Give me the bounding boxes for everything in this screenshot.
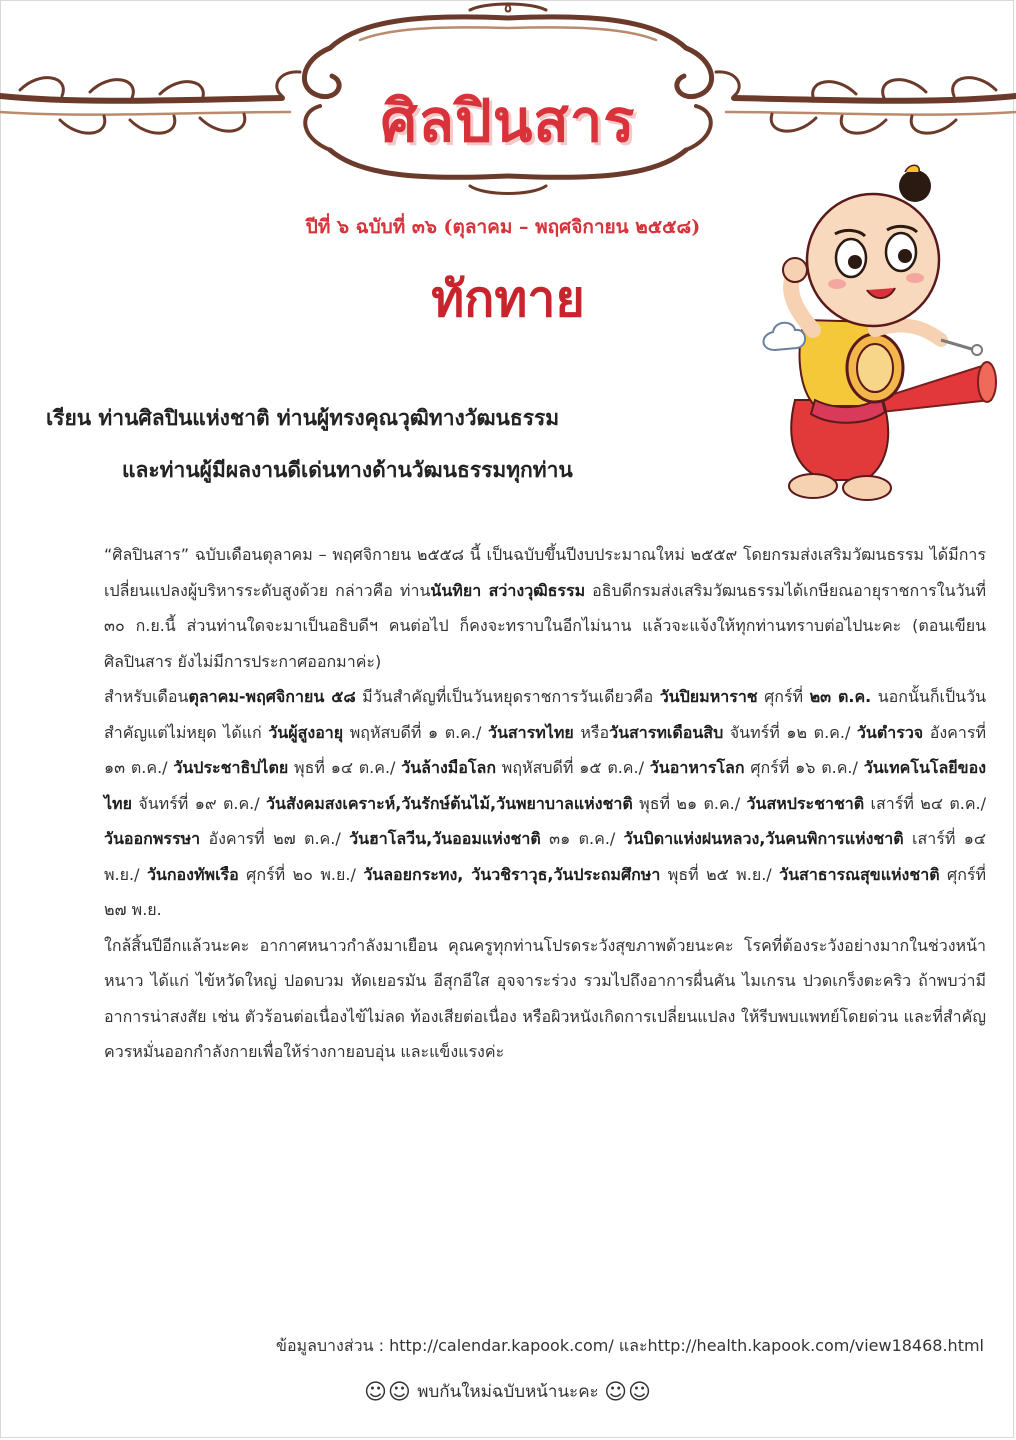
closing-text: พบกันใหม่ฉบับหน้านะคะ [411,1382,605,1402]
body-text [46,537,986,1070]
smiley-icon: ☺☺ [364,1380,412,1405]
salutation [46,392,766,496]
closing-line [0,1378,1016,1405]
issue-line: ปีที่ ๖ ฉบับที่ ๓๖ (ตุลาคม – พฤศจิกายน ๒๕๕๘) [305,216,701,238]
section-heading: ทักทาย [431,270,585,328]
brand-title: ศิลปินสาร [380,87,636,155]
smiley-icon: ☺☺ [604,1380,652,1405]
paragraph-important-days: สำหรับเดือนตุลาคม-พฤศจิกายน ๕๘ มีวันสำคัญที่เป็นวันหยุดราชการวันเดียวคือ วันปิยมหาราช ศุกร์ที่ ๒๓ ต.ค. นอกนั้นก็เป็นวันสำคัญแต่ไม่หยุด ได้แก่ วันผู้สูงอายุ พฤหัสบดีที่ ๑ ต.ค./ วันสารทไทย หรือวันสารทเดือนสิบ จันทร์ที่ ๑๒ ต.ค./ วันตำรวจ อังคารที่ ๑๓ ต.ค./ วันประชาธิปไตย พุธที่ ๑๔ ต.ค./ วันล้างมือโลก พฤหัสบดีที่ ๑๕ ต.ค./ วันอาหารโลก ศุกร์ที่ ๑๖ ต.ค./ วันเทคโนโลยีของไทย จันทร์ที่ ๑๙ ต.ค./ วันสังคมสงเคราะห์,วันรักษ์ต้นไม้,วันพยาบาลแห่งชาติ พุธที่ ๒๑ ต.ค./ วันสหประชาชาติ เสาร์ที่ ๒๔ ต.ค./ วันออกพรรษา อังคารที่ ๒๗ ต.ค./ วันฮาโลวีน,วันออมแห่งชาติ ๓๑ ต.ค./ วันบิดาแห่งฝนหลวง,วันคนพิการแห่งชาติ เสาร์ที่ ๑๔ พ.ย./ วันกองทัพเรือ ศุกร์ที่ ๒๐ พ.ย./ วันลอยกระทง, วันวชิราวุธ,วันประถมศึกษา พุธที่ ๒๕ พ.ย./ วันสาธารณสุขแห่งชาติ ศุกร์ที่ ๒๗ พ.ย. [104,687,987,919]
salutation-line-2: และท่านผู้มีผลงานดีเด่นทางด้านวัฒนธรรมทุกท่าน [122,458,573,482]
paragraph-health: ใกล้สิ้นปีอีกแล้วนะคะ อากาศหนาวกำลังมาเยือน คุณครูทุกท่านโปรดระวังสุขภาพด้วยนะคะ โรคที่ต้องระวังอย่างมากในช่วงหน้าหนาว ได้แก่ ไข้หวัดใหญ่ ปอดบวม หัดเยอรมัน อีสุกอีใส อุจจาระร่วง รวมไปถึงอาการผื่นคัน ไมเกรน ปวดเกร็งตะคริว ถ้าพบว่ามีอาการน่าสงสัย เช่น ตัวร้อนต่อเนื่องไข้ไม่ลด ท้องเสียต่อเนื่อง หรือผิวหนังเกิดการเปลี่ยนแปลง ให้รีบพบแพทย์โดยด่วน และที่สำคัญ ควรหมั่นออกกำลังกายเพื่อให้ร่างกายอบอุ่น และแข็งแรงค่ะ [104,935,986,1061]
paragraph-intro: “ศิลปินสาร” ฉบับเดือนตุลาคม – พฤศจิกายน ๒๕๕๘ นี้ เป็นฉบับขึ้นปีงบประมาณใหม่ ๒๕๕๙ โดยกรมส่งเสริมวัฒนธรรม ได้มีการเปลี่ยนแปลงผู้บริหารระดับสูงด้วย กล่าวคือ ท่านนันทิยา สว่างวุฒิธรรม อธิบดีกรมส่งเสริมวัฒนธรรมได้เกษียณอายุราชการในวันที่ ๓๐ ก.ย.นี้ ส่วนท่านใดจะมาเป็นอธิบดีฯ คนต่อไป ก็คงจะทราบในอีกไม่นาน แล้วจะแจ้งให้ทุกท่านทราบต่อไปนะคะ (ตอนเขียนศิลปินสาร ยังไม่มีการประกาศออกมาค่ะ) [104,545,986,671]
mascot-illustration [755,150,1005,510]
source-line: ข้อมูลบางส่วน : http://calendar.kapook.com/ และhttp://health.kapook.com/view18468.html [276,1336,984,1355]
salutation-line-1: เรียน ท่านศิลปินแห่งชาติ ท่านผู้ทรงคุณวุฒิทางวัฒนธรรม [46,406,560,430]
